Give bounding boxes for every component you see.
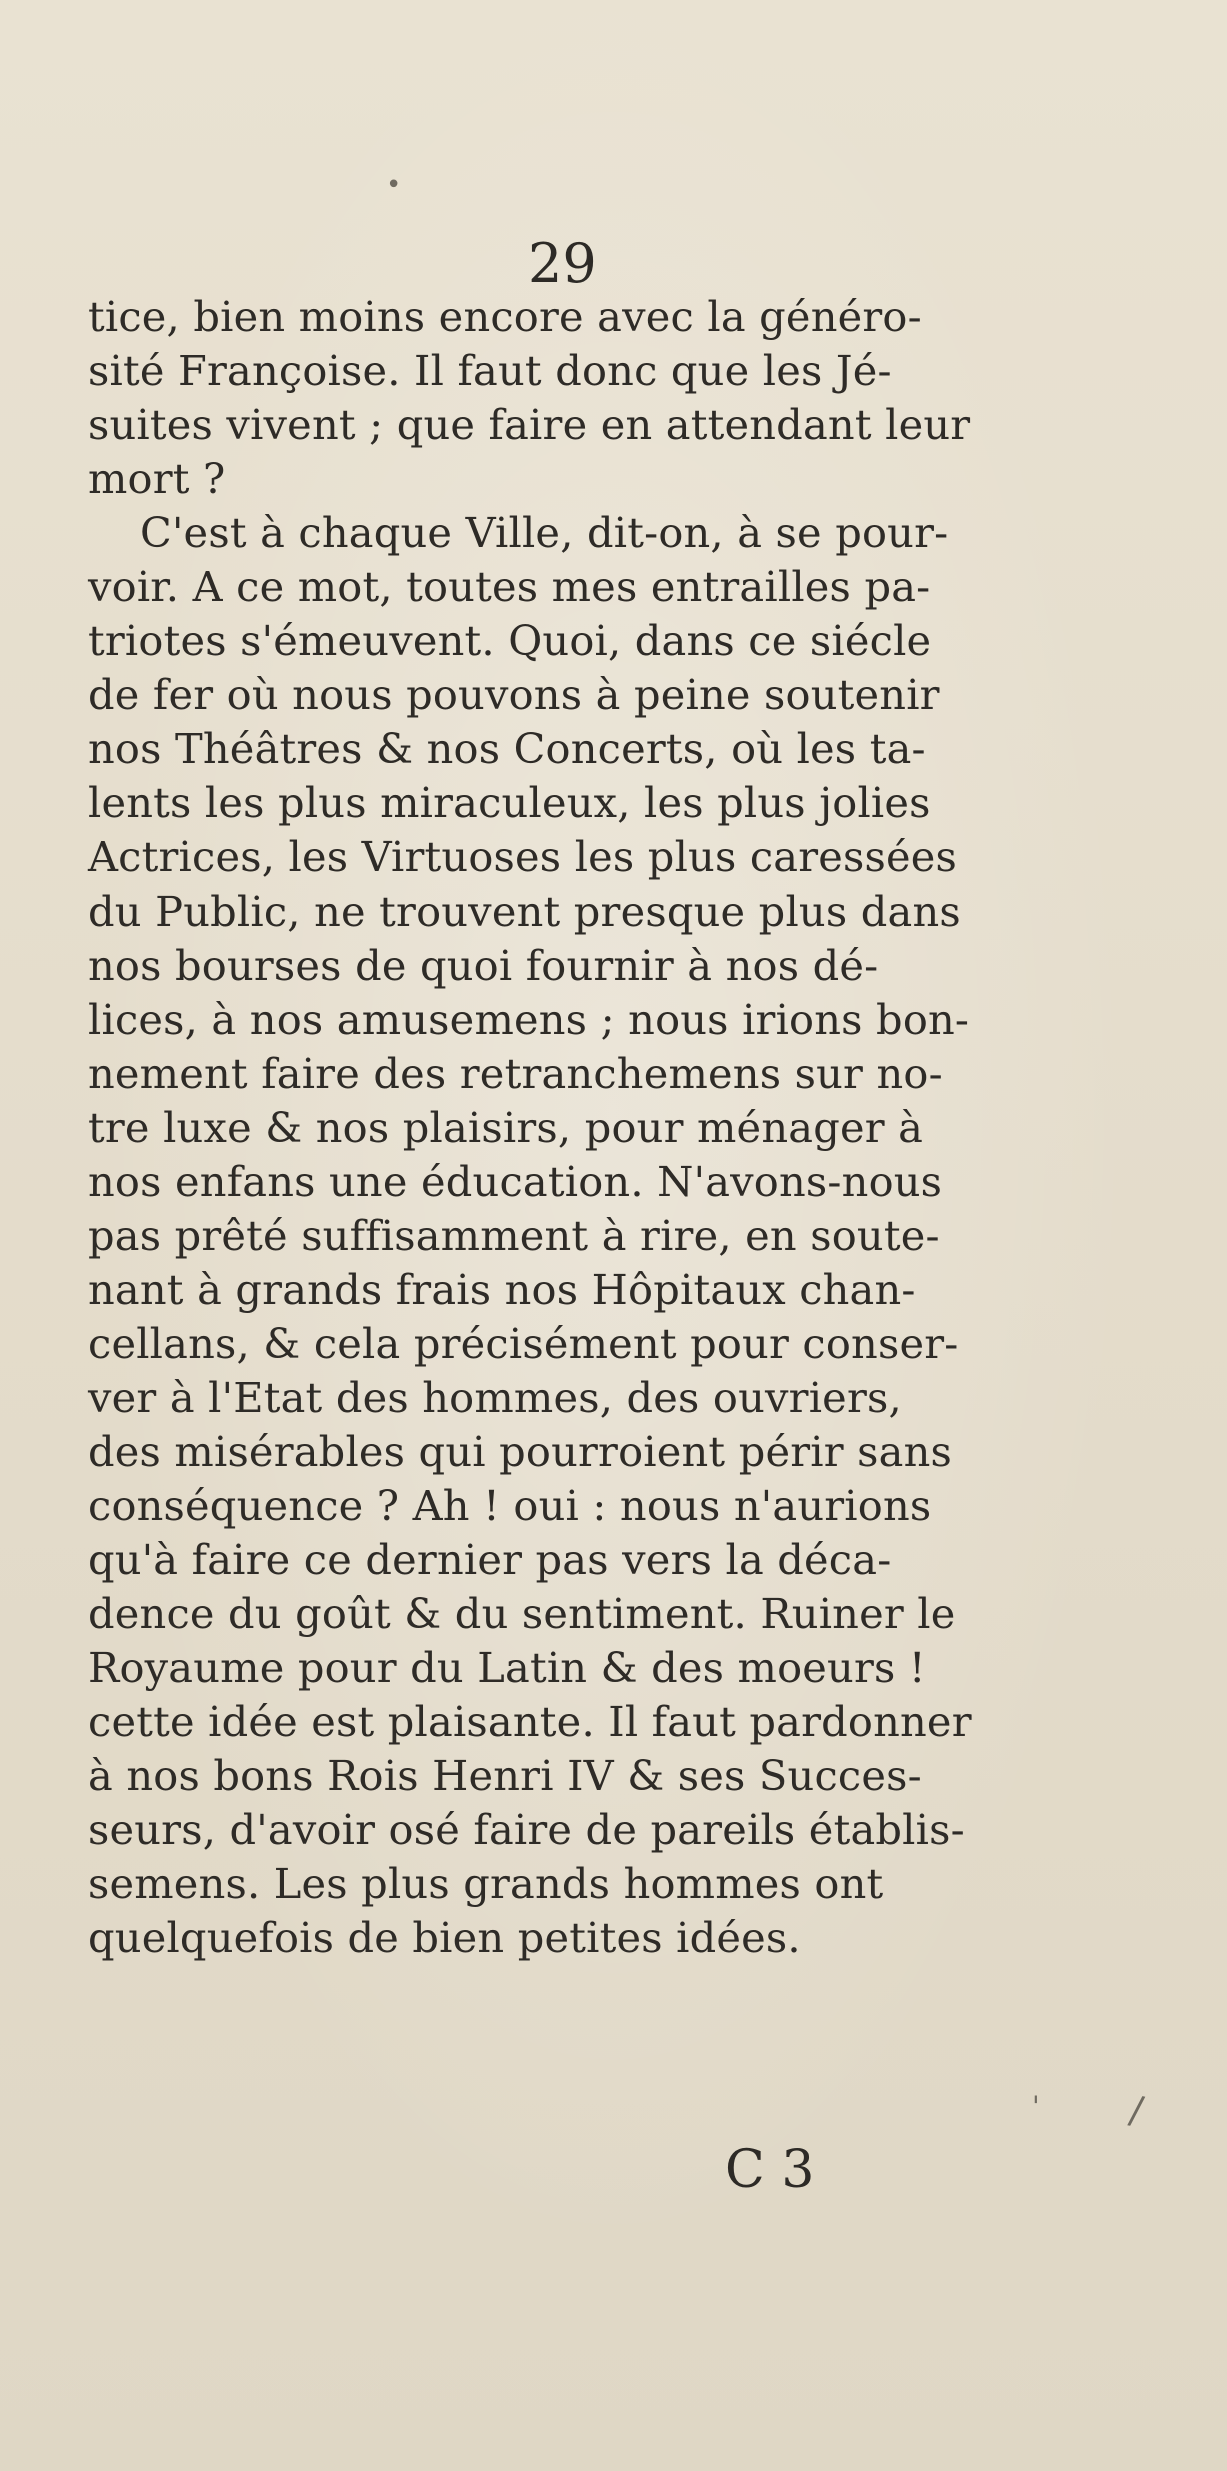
text-line: mort ?: [88, 454, 226, 504]
text-line: seurs, d'avoir osé faire de pareils établis-: [88, 1805, 965, 1855]
text-line: ver à l'Etat des hommes, des ouvriers,: [88, 1372, 902, 1422]
text-line: triotes s'émeuvent. Quoi, dans ce siécle: [88, 616, 932, 666]
text-line: nos Théâtres & nos Concerts, où les ta-: [88, 724, 926, 774]
text-line: nant à grands frais nos Hôpitaux chan-: [88, 1264, 916, 1314]
text-line: quelquefois de bien petites idées.: [88, 1913, 801, 1963]
text-line: voir. A ce mot, toutes mes entrailles pa-: [88, 562, 931, 612]
text-line: pas prêté suffisamment à rire, en soute-: [88, 1210, 940, 1260]
text-line: lices, à nos amusemens ; nous irions bon-: [88, 994, 970, 1044]
text-line: dence du goût & du sentiment. Ruiner le: [88, 1589, 956, 1639]
text-line: suites vivent ; que faire en attendant leur: [88, 400, 971, 450]
text-line: des misérables qui pourroient périr sans: [88, 1426, 953, 1476]
text-line: à nos bons Rois Henri IV & ses Succes-: [88, 1751, 922, 1801]
text-line: nos bourses de quoi fournir à nos dé-: [88, 940, 879, 990]
text-line: qu'à faire ce dernier pas vers la déca-: [88, 1535, 892, 1585]
pencil-mark: /: [1126, 2087, 1147, 2133]
text-line: tre luxe & nos plaisirs, pour ménager à: [88, 1102, 924, 1152]
text-line: du Public, ne trouvent presque plus dans: [88, 886, 961, 936]
text-line: lents les plus miraculeux, les plus jolies: [88, 778, 931, 828]
body-text: [88, 290, 1066, 1965]
text-line: de fer où nous pouvons à peine soutenir: [88, 670, 940, 720]
text-line: conséquence ? Ah ! oui : nous n'aurions: [88, 1481, 932, 1531]
text-line: Actrices, les Virtuoses les plus caressées: [88, 832, 958, 882]
ink-speck: •: [386, 170, 402, 200]
text-line: C'est à chaque Ville, dit-on, à se pour-: [140, 508, 949, 558]
text-line: Royaume pour du Latin & des moeurs !: [88, 1643, 926, 1693]
text-line: nos enfans une éducation. N'avons-nous: [88, 1156, 943, 1206]
text-line: semens. Les plus grands hommes ont: [88, 1859, 884, 1909]
pencil-mark: ': [1032, 2090, 1040, 2123]
text-line: cellans, & cela précisément pour conser-: [88, 1318, 959, 1368]
text-line: cette idée est plaisante. Il faut pardonner: [88, 1697, 972, 1747]
text-line: sité Françoise. Il faut donc que les Jé-: [88, 346, 892, 396]
page-number: 29: [528, 232, 597, 295]
signature-mark: C 3: [725, 2140, 815, 2200]
text-line: nement faire des retranchemens sur no-: [88, 1048, 943, 1098]
text-line: tice, bien moins encore avec la généro-: [88, 292, 922, 341]
